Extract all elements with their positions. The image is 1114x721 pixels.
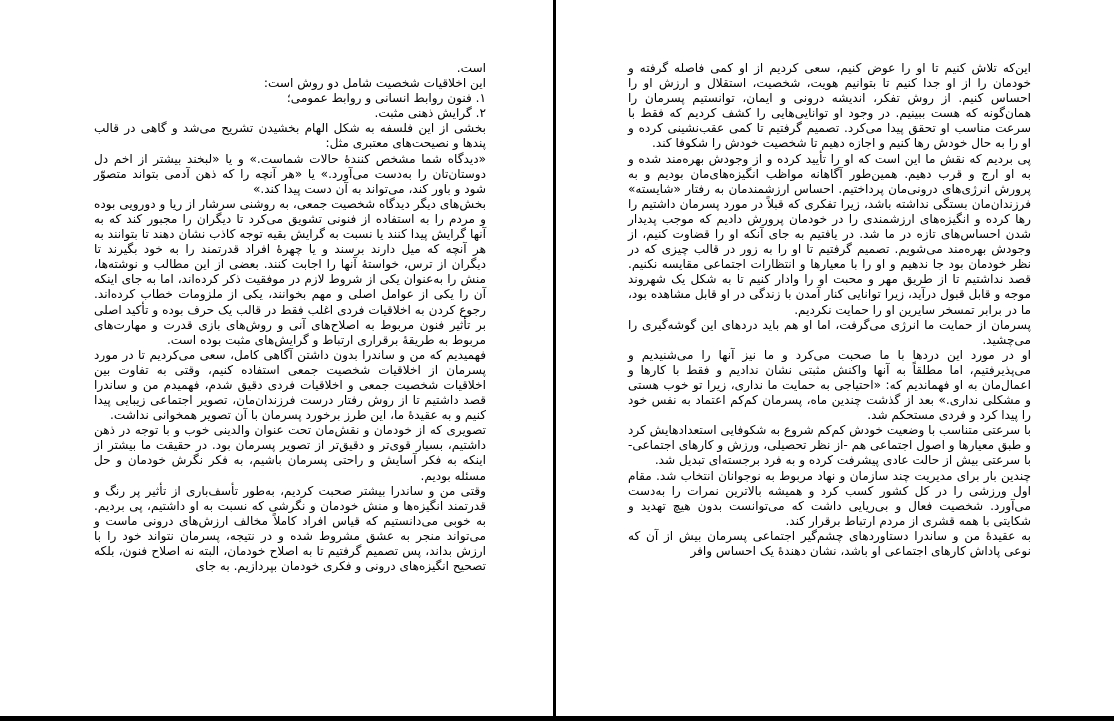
paragraph: است. [456,61,486,75]
paragraph: «دیدگاه شما مشخص کنندهٔ حالات شماست.» و یا «لبخند بیشتر از اخم دل دوستان‌تان را به‌دست می‌آورد.» یا «هر آنچه را که ذهن آدمی بتواند متصوّر شود و باور کند، می‌تواند به آن دست پیدا کند.» [94,151,486,196]
paragraph: تصویری که از خودمان و نقش‌مان تحت عنوان والدینی خوب و با توجه در ذهن داشتیم، بسیار قوی‌تر و دقیق‌تر از تصویر پسرمان بود. در حقیقت ما بیشتر از اینکه به فکر آسایش و راحتی پسرمان باشیم، به فکر نگرش خودمان و حل مسئله بودیم. [94,423,486,483]
paragraph: پی بردیم که نقش ما این است که او را تأیید کرده و از وجودش بهره‌مند شده و به او ارج و قرب دهیم. همین‌طور آگاهانه مواظب انگیزه‌های‌مان بودیم و به پرورش انرژی‌های درونی‌مان پرداختیم. احساس ارزشمندمان به رفتار «شایسته» فرزندان‌مان بستگی نداشته باشد، زیرا تفکری که قبلاً در مورد پسرمان داشتیم را رها کرده و انگیزه‌های ارزشمندی را در خودمان پرورش دادیم که موجب پدیدار شدن احساس‌های تازه در ما شد. در یافتیم به جای آنکه او را قضاوت کنیم، از وجودش بهره‌مند می‌شویم. تصمیم گرفتیم تا او را به زور در قالب چیزی که در نظر خودمان بود جا ندهیم و او را با معیارها و انتظارات اجتماعی مقایسه نکنیم. قصد نداشتیم تا از طریق مهر و محبت او را وادار کنیم تا به شکل یک شهروند موجه و قابل قبول درآید، زیرا توانایی کنار آمدن با زندگی در او قابل مشاهده بود، ما در برابر تمسخر سایرین او را حمایت نکردیم. [628,151,1031,317]
left-page [94,61,486,574]
paragraph: وقتی من و ساندرا بیشتر صحبت کردیم، به‌طور تأسف‌باری از تأثیر پر رنگ و قدرتمند انگیزه‌ها و منش خودمان و نگرشی که نسبت به او داشتیم، پی بردیم. به خوبی می‌دانستیم که قیاس افراد کاملاً مخالف ارزش‌های درونی ماست و می‌تواند منجر به عشق مشروط شده و در نتیجه، پسرمان نتواند خود را با ارزش بداند، پس تصمیم گرفتیم تا به اصلاح خودمان، البته نه اصلاح فنون، بلکه تصحیح انگیزه‌های درونی و فکری خودمان بپردازیم. به جای [94,483,486,574]
paragraph: این‌که تلاش کنیم تا او را عوض کنیم، سعی کردیم از او کمی فاصله گرفته و خودمان را از او جدا کنیم تا بتوانیم هویت، شخصیت، استقلال و ارزش او را احساس کنیم. از روش تفکر، اندیشه درونی و ایمان، توانستیم پسرمان را همان‌گونه که هست ببینیم. در وجود او توانایی‌هایی را کشف کردیم که فقط با سرعت مناسب او تحقق پیدا می‌کرد. تصمیم گرفتیم تا کمی عقب‌نشینی کرده و او را به حال خودش رها کنیم و اجازه دهیم تا شخصیت خودش را شکوفا کند. [628,61,1031,151]
paragraph: این اخلاقیات شخصیت شامل دو روش است: [263,76,486,91]
paragraph: پسرمان از حمایت ما انرژی می‌گرفت، اما او هم باید دردهای این گوشه‌گیری را می‌چشید. [628,317,1031,347]
paragraph: فهمیدیم که من و ساندرا بدون داشتن آگاهی کامل، سعی می‌کردیم تا در مورد پسرمان از اخلاقیات شخصیت جمعی استفاده کنیم، وقتی به تفاوت بین اخلاقیات شخصیت جمعی و اخلاقیات فردی دقیق شدم، فهمیدم من و ساندرا قصد داشتیم تا از روش رفتار درست فرزندان‌مان، تصویر اجتماعی زیبایی پیدا کنیم و به عقیدهٔ ما، این طرز برخورد پسرمان با آن تصویر همخوانی نداشت. [94,347,486,423]
paragraph: ۲. گرایش ذهنی مثبت. [374,106,486,121]
paragraph: بخشی از این فلسفه به شکل الهام بخشیدن تشریح می‌شد و گاهی در قالب پندها و نصیحت‌های معتبری مثل: [94,121,486,151]
right-page-text [628,61,1031,559]
page-gutter-divider [553,0,556,721]
paragraph: او در مورد این دردها با ما صحبت می‌کرد و ما نیز آنها را می‌شنیدیم و می‌پذیرفتیم، اما مطلقاً به آنها واکنش مثبتی نشان ندادیم و فقط با کارها و اعمال‌مان به او فهماندیم که: «احتیاجی به حمایت ما نداری، زیرا تو خوب هستی و مشکلی نداری.» بعد از گذشت چندین ماه، پسرمان کم‌کم اعتماد به نفس خود را پیدا کرد و فردی مستحکم شد. [628,347,1031,423]
left-page-text [94,61,486,574]
paragraph: با سرعتی متناسب با وضعیت خودش کم‌کم شروع به شکوفایی استعدادهایش کرد و طبق معیارها و اصول اجتماعی هم -از نظر تحصیلی، ورزش و کارهای اجتماعی- با سرعتی بیش از حالت عادی پیشرفت کرده و به فرد برجسته‌ای تبدیل شد. [628,423,1031,468]
right-page [628,61,1031,559]
paragraph: ۱. فنون روابط انسانی و روابط عمومی؛ [286,91,486,106]
bottom-border [0,716,1114,721]
paragraph: بخش‌های دیگر دیدگاه شخصیت جمعی، به روشنی سرشار از ریا و دورویی بوده و مردم را به استفاده از فنونی تشویق می‌کرد تا دیگران را مجبور کند که به آنها گرایش پیدا کنند یا نسبت به گرایش بقیه توجه کاذب نشان دهند تا بتوانند به هر آنچه که میل دارند برسند و یا چهرهٔ افراد قدرتمند را به خود بگیرند تا دیگران از ترس، خواستهٔ آنها را اجابت کنند. بعضی از این مطالب و نوشته‌ها، منش را به‌عنوان یکی از شروط لازم در موفقیت ذکر کرده‌اند، اما به جای اینکه آن را یکی از عوامل اصلی و مهم بخوانند، یکی از ملزومات خطاب کرده‌اند. رجوع کردن به اخلاقیات فردی اغلب فقط در قالب یک حرف بوده و تأکید اصلی بر تأثیر فنون مربوط به اصلاح‌های آنی و روش‌های بازی قدرت و مهارت‌های مربوط به طریقهٔ برقراری ارتباط و گرایش‌های مثبت بوده است. [94,196,486,347]
paragraph: به عقیدهٔ من و ساندرا دستاوردهای چشم‌گیر اجتماعی پسرمان بیش از آن که نوعی پاداش کارهای اجتماعی او باشد، نشان دهندهٔ یک احساس وافر [628,528,1031,558]
paragraph: چندین بار برای مدیریت چند سازمان و نهاد مربوط به نوجوانان انتخاب شد. مقام اول ورزشی را در کل کشور کسب کرد و همیشه بالاترین نمرات را به‌دست می‌آورد. شخصیت فعال و بی‌ریایی داشت که می‌توانست بدون هیچ تهدید و شکایتی با همه قشری از مردم ارتباط برقرار کند. [628,468,1031,528]
